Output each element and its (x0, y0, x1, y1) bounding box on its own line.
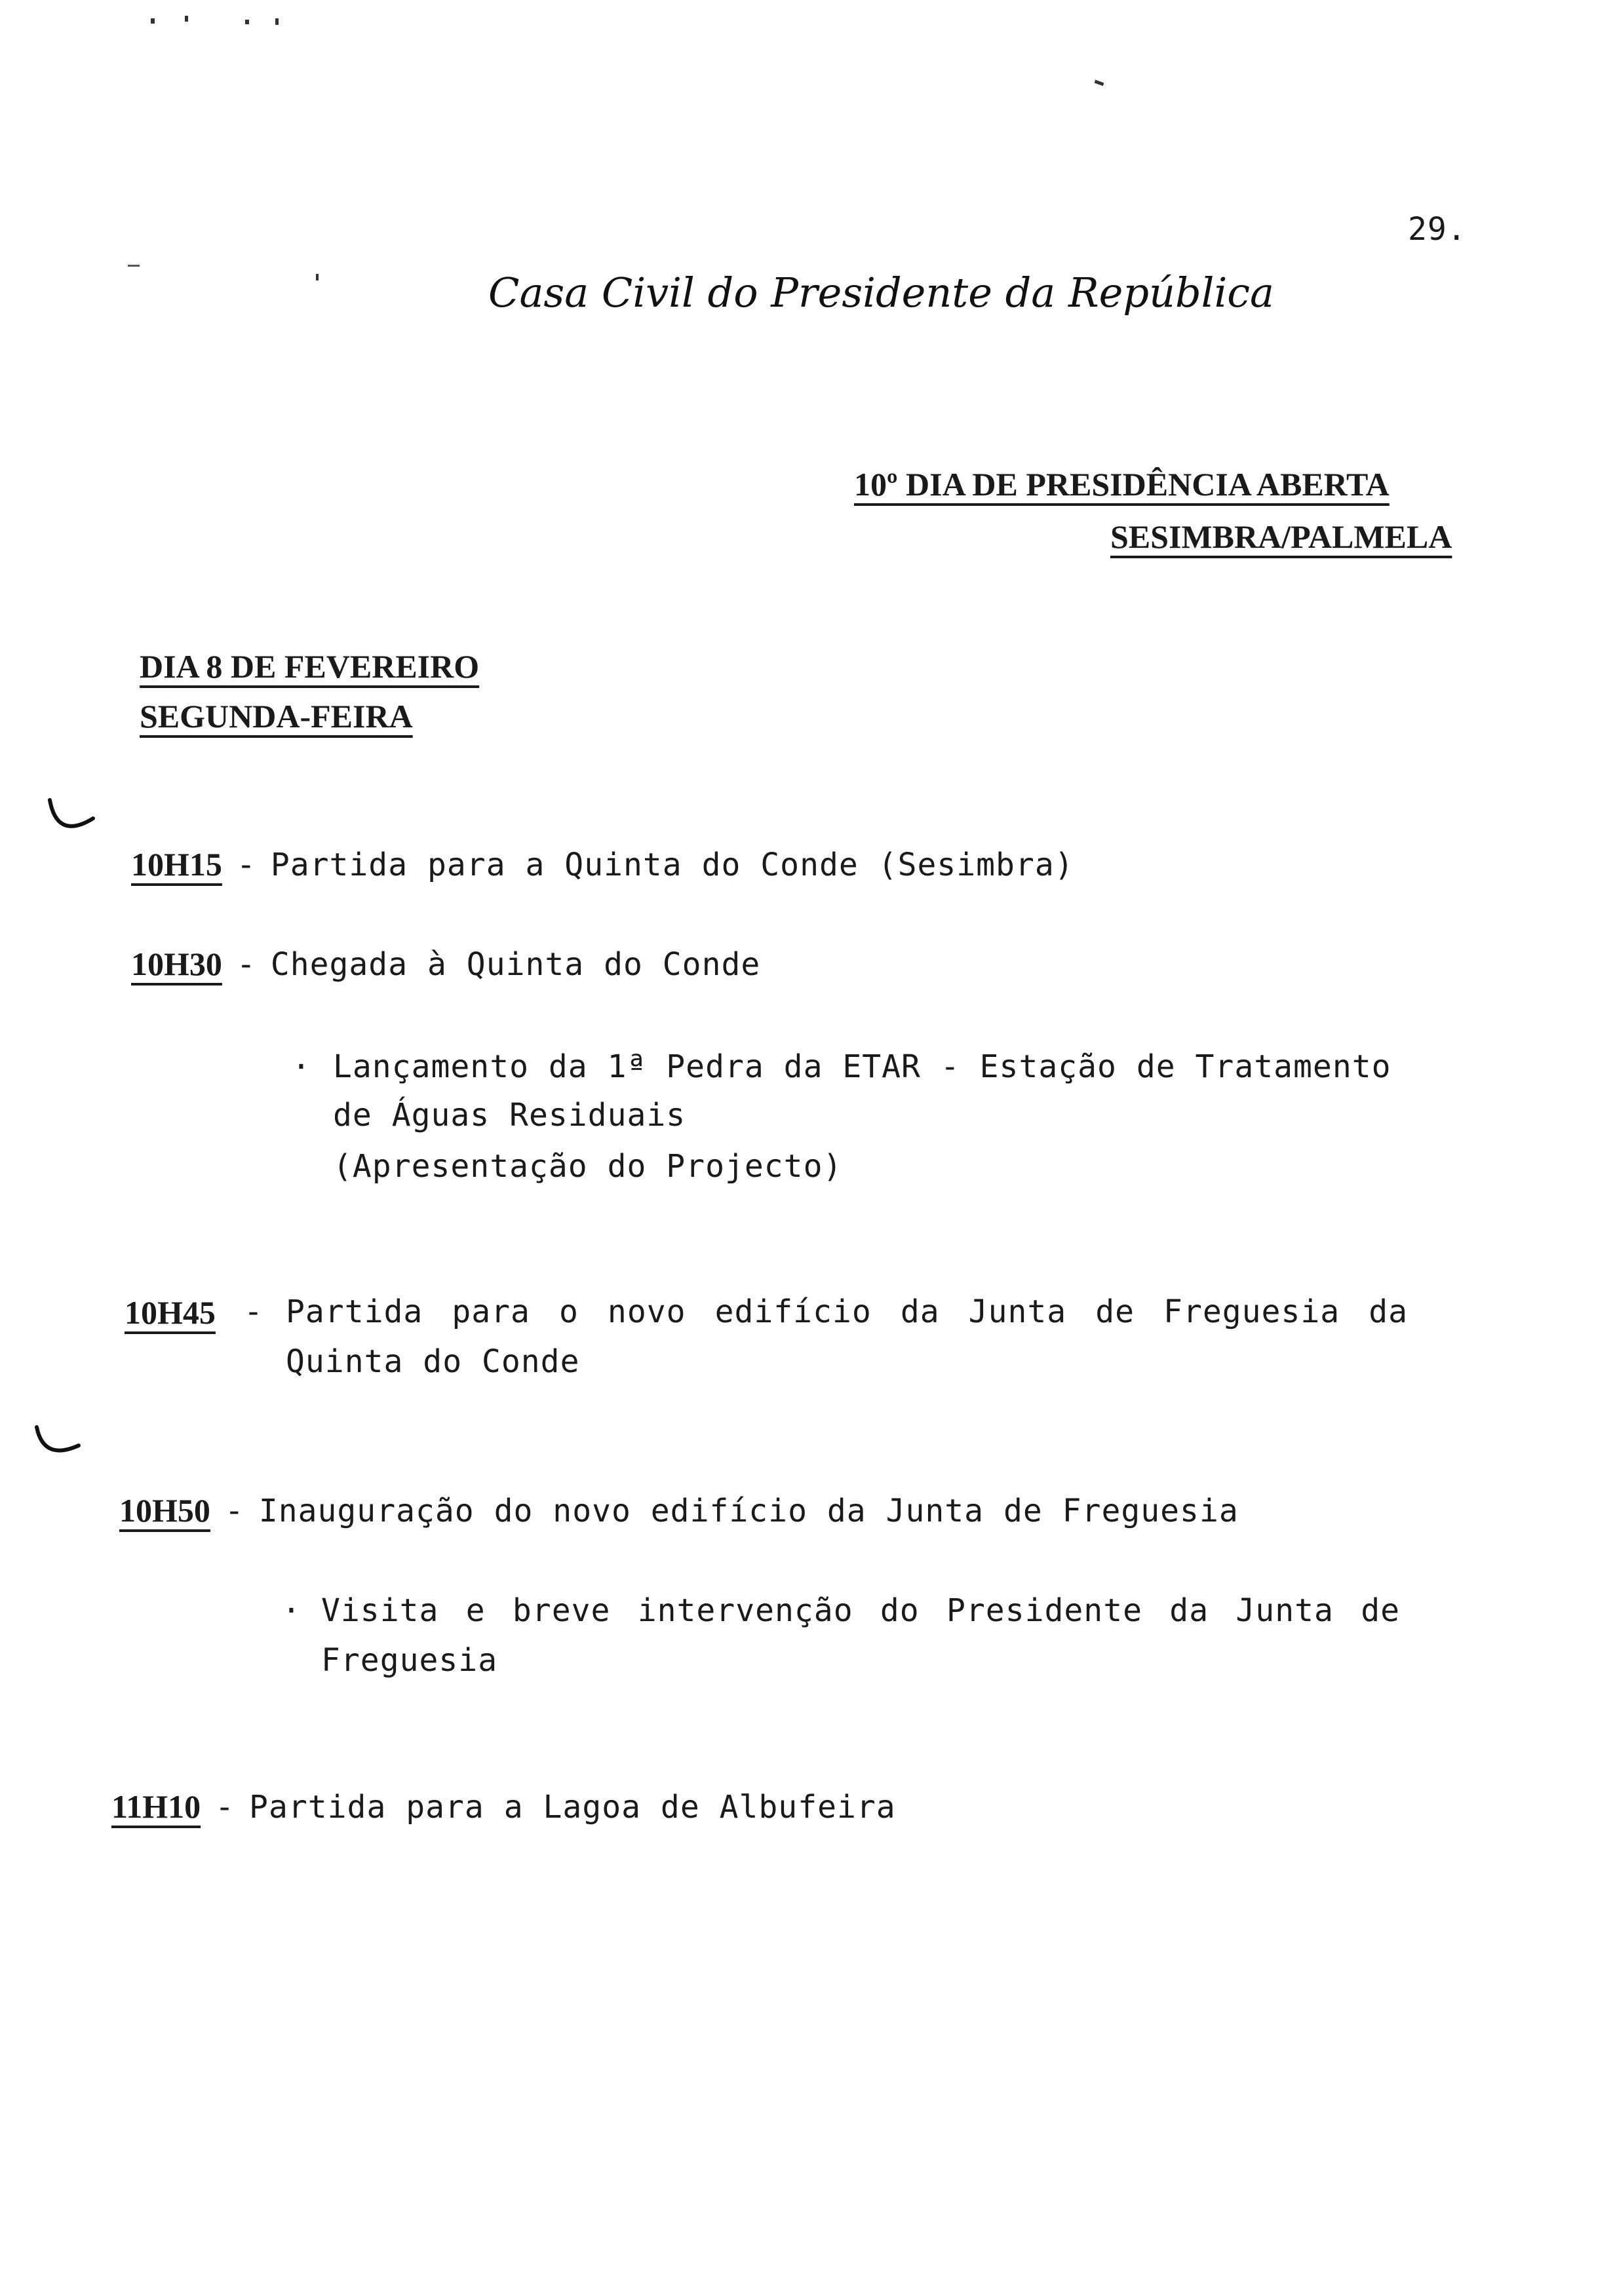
scan-speck (316, 274, 319, 280)
check-mark-icon (33, 1422, 85, 1468)
scan-speck (185, 16, 188, 22)
schedule-item (111, 1788, 896, 1826)
bullet-text-line: Lançamento da 1ª Pedra da ETAR - Estação de Tratamento (333, 1048, 1391, 1085)
schedule-text: Partida para o novo edifício da Junta de Freguesia da (286, 1293, 1408, 1330)
schedule-item (119, 1491, 1239, 1529)
separator-dash: - (236, 847, 256, 883)
weekday-line: SEGUNDA-FEIRA (140, 698, 413, 735)
bullet-text-line: Freguesia (321, 1642, 498, 1679)
separator-dash: - (215, 1789, 235, 1826)
scan-speck (151, 18, 155, 24)
schedule-item (131, 945, 760, 983)
bullet-dot: · (282, 1592, 302, 1629)
schedule-time: 10H50 (119, 1492, 210, 1529)
schedule-time: 10H15 (131, 846, 222, 883)
check-mark-icon (46, 796, 98, 842)
schedule-item (131, 845, 1074, 883)
bullet-text-line: Visita e breve intervenção do Presidente da Junta de (321, 1592, 1400, 1629)
schedule-text: Partida para a Lagoa de Albufeira (249, 1789, 896, 1826)
schedule-time: 11H10 (111, 1788, 201, 1825)
header-title: 10º DIA DE PRESIDÊNCIA ABERTA (854, 466, 1390, 503)
schedule-text: Inauguração do novo edifício da Junta de Freguesia (258, 1493, 1239, 1529)
header-location: SESIMBRA/PALMELA (1110, 518, 1452, 555)
schedule-text-continued: Quinta do Conde (286, 1343, 580, 1380)
bullet-text-line: (Apresentação do Projecto) (333, 1148, 843, 1185)
schedule-time: 10H30 (131, 946, 222, 982)
schedule-text: Partida para a Quinta do Conde (Sesimbra) (270, 847, 1074, 883)
letterhead: Casa Civil do Presidente da República (488, 269, 1274, 316)
page-number: 29. (1408, 211, 1467, 248)
separator-dash: - (236, 946, 256, 983)
schedule-text: Chegada à Quinta do Conde (270, 946, 761, 983)
scan-speck (275, 18, 279, 25)
date-line: DIA 8 DE FEVEREIRO (140, 648, 480, 685)
scan-speck (128, 265, 140, 267)
scan-speck (245, 20, 249, 24)
bullet-dot: · (292, 1048, 311, 1085)
scan-speck (1095, 80, 1104, 86)
separator-dash: - (244, 1293, 263, 1330)
bullet-text-line: de Águas Residuais (333, 1097, 686, 1134)
schedule-time: 10H45 (125, 1294, 216, 1331)
separator-dash: - (224, 1493, 244, 1529)
